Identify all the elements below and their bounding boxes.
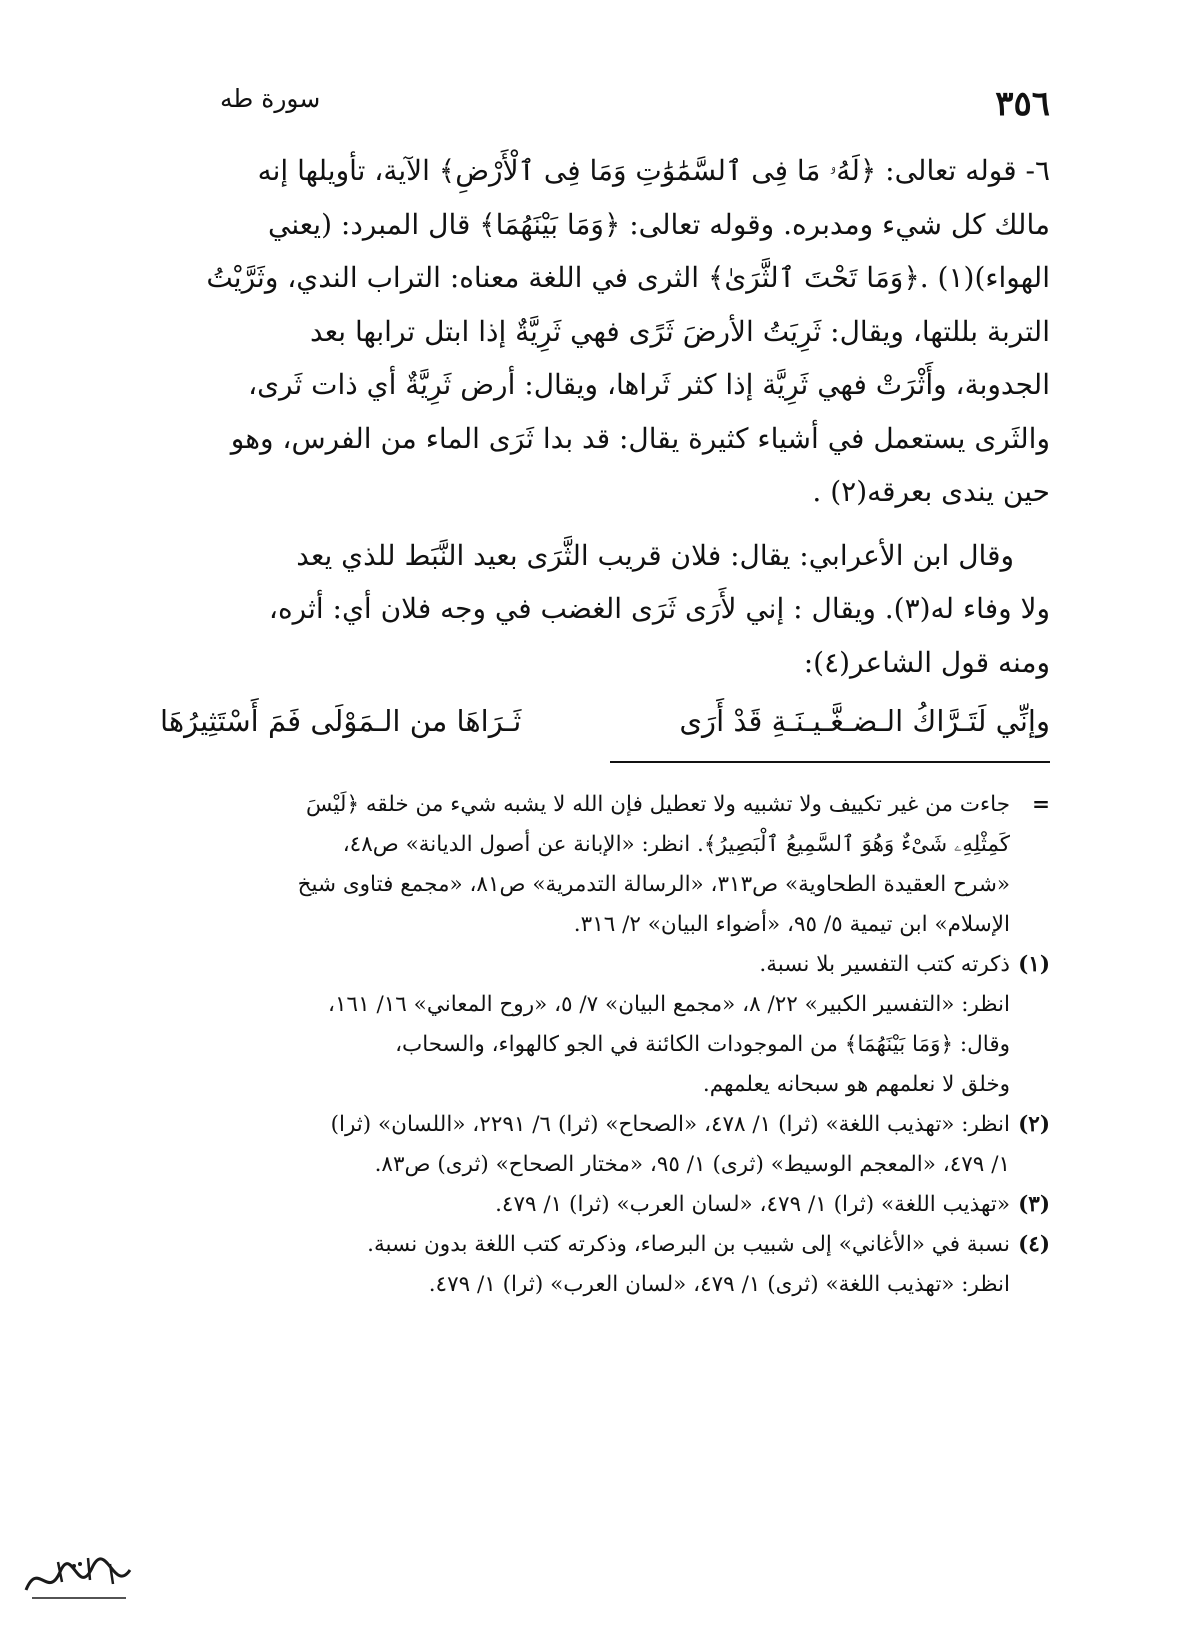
footnote-line: جاءت من غير تكييف ولا تشبيه ولا تعطيل فإن الله لا يشبه شيء من خلقه ﴿لَيْسَ — [306, 792, 1010, 817]
footnote-line: نسبة في «الأغاني» إلى شبيب بن البرصاء، وذكرته كتب اللغة بدون نسبة. — [367, 1232, 1010, 1257]
footnote-2 — [160, 1105, 1050, 1185]
page-header — [160, 70, 1050, 130]
footnote-line: ١/ ٤٧٩، «المعجم الوسيط» (ثرى) ١/ ٩٥، «مختار الصحاح» (ثرى) ص٨٣. — [374, 1152, 1010, 1177]
footnote-marker: (١) — [1018, 952, 1050, 977]
footnote-marker: (٣) — [1018, 1192, 1050, 1217]
footnote-line: انظر: «تهذيب اللغة» (ثرا) ١/ ٤٧٨، «الصحاح» (ثرا) ٦/ ٢٢٩١، «اللسان» (ثرا) — [330, 1112, 1010, 1137]
calligraphic-stamp-logo — [18, 1550, 138, 1610]
book-page — [160, 70, 1050, 1305]
footnote-line: «شرح العقيدة الطحاوية» ص٣١٣، «الرسالة التدمرية» ص٨١، «مجمع فتاوى شيخ — [297, 872, 1010, 897]
footnote-marker: = — [1031, 792, 1050, 817]
text-line: مالك كل شيء ومدبره. وقوله تعالى: ﴿وَمَا بَيْنَهُمَا﴾ قال المبرد: (يعني — [268, 207, 1050, 241]
text-line: ٦- قوله تعالى: ﴿لَهُۥ مَا فِى ٱلسَّمَٰوَٰتِ وَمَا فِى ٱلْأَرْضِ﴾ الآية، تأويلها إنه — [257, 154, 1050, 187]
footnote-3 — [160, 1185, 1050, 1225]
footnote-line: كَمِثْلِهِۦ شَىْءٌ وَهُوَ ٱلسَّمِيعُ ٱلْبَصِيرُ﴾. انظر: «الإبانة عن أصول الديانة» ص٤٨، — [342, 832, 1010, 857]
footnote-line: وقال: ﴿وَمَا بَيْنَهُمَا﴾ من الموجودات الكائنة في الجو كالهواء، والسحاب، — [395, 1032, 1010, 1057]
text-line: حين يندى بعرقه(٢) . — [812, 475, 1050, 508]
text-line: وقال ابن الأعرابي: يقال: فلان قريب الثَّرَى بعيد النَّبَط للذي يعد — [296, 538, 1014, 572]
footnote-line: الإسلام» ابن تيمية ٥/ ٩٥، «أضواء البيان» ٢/ ٣١٦. — [573, 912, 1010, 937]
text-line: الهواء)(١) .﴿وَمَا تَحْتَ ٱلثَّرَىٰ﴾ الثرى في اللغة معناه: التراب الندي، وثَرَّيْتُ — [206, 261, 1050, 294]
text-line: التربة بللتها، ويقال: ثَرِيَتُ الأرضَ ثَرًى فهي ثَرِيَّةٌ إذا ابتل ترابها بعد — [310, 314, 1050, 348]
footnote-line: انظر: «التفسير الكبير» ٢٢/ ٨، «مجمع البيان» ٧/ ٥، «روح المعاني» ١٦/ ١٦١، — [328, 992, 1010, 1017]
running-head: سورة طه — [220, 84, 321, 113]
page-number: ٣٥٦ — [995, 84, 1050, 124]
footnote-separator — [610, 761, 1050, 763]
text-line: والثَرى يستعمل في أشياء كثيرة يقال: قد بدا ثَرَى الماء من الفرس، وهو — [230, 421, 1050, 455]
footnotes — [160, 785, 1050, 1305]
footnote-1 — [160, 945, 1050, 1105]
footnote-line: ذكرته كتب التفسير بلا نسبة. — [759, 952, 1010, 977]
footnote-line: انظر: «تهذيب اللغة» (ثرى) ١/ ٤٧٩، «لسان العرب» (ثرا) ١/ ٤٧٩. — [428, 1272, 1010, 1297]
footnote-line: وخلق لا نعلمهم هو سبحانه يعلمهم. — [702, 1072, 1010, 1097]
footnote-marker: (٤) — [1018, 1232, 1050, 1257]
main-text — [160, 144, 1050, 749]
footnote-4 — [160, 1225, 1050, 1305]
verse-first-hemistich: وإنِّي لَتَـرَّاكُ الـضـغَّـيـنَـةِ قَدْ أَرَى — [679, 704, 1050, 738]
verse-second-hemistich: ثَـرَاهَا من الـمَوْلَى فَمَ أَسْتَثِيرُهَا — [160, 704, 522, 738]
footnote-marker: (٢) — [1018, 1112, 1050, 1137]
poetry-verse — [160, 693, 1050, 749]
footnote-line: «تهذيب اللغة» (ثرا) ١/ ٤٧٩، «لسان العرب» (ثرا) ١/ ٤٧٩. — [495, 1192, 1010, 1217]
text-line: الجدوبة، وأَثْرَتْ فهي ثَرِيَّة إذا كثر ثَراها، ويقال: أرض ثَرِيَّةٌ أي ذات ثَرى، — [248, 368, 1050, 401]
text-line: ومنه قول الشاعر(٤): — [803, 645, 1050, 679]
footnote-continued — [160, 785, 1050, 945]
text-line: ولا وفاء له(٣). ويقال : إني لأَرَى ثَرَى الغضب في وجه فلان أي: أثره، — [268, 592, 1050, 625]
